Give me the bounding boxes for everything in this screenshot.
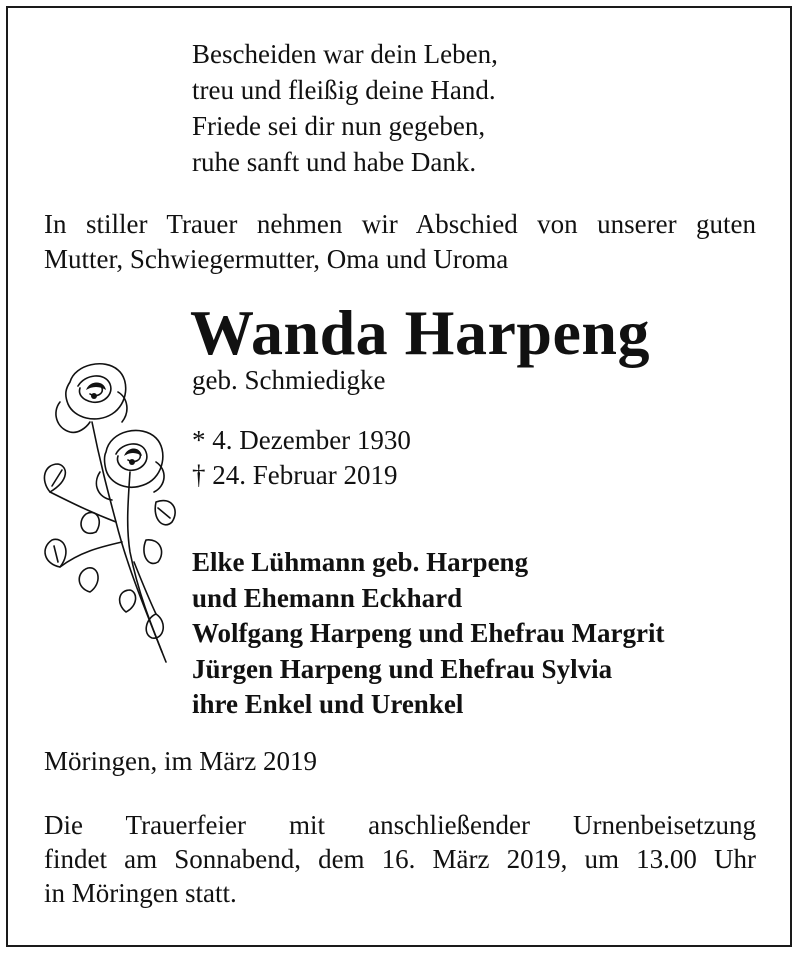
poem-line: Bescheiden war dein Leben, [192,39,498,69]
birth-date: * 4. Dezember 1930 [192,425,411,455]
birth-name: geb. Schmiedigke [192,365,386,395]
mourner-line: und Ehemann Eckhard [192,582,463,613]
funeral-line: findet am Sonnabend, dem 16. März 2019, um 13.00 Uhr [44,844,756,874]
deceased-name: Wanda Harpeng [190,297,650,368]
funeral-info [44,808,756,910]
mourner-line: Jürgen Harpeng und Ehefrau Sylvia [192,653,613,684]
life-dates [192,423,411,493]
place-date: Möringen, im März 2019 [44,746,317,776]
rose-illustration-icon [30,352,190,672]
death-date: † 24. Februar 2019 [192,460,398,490]
mourner-line: Wolfgang Harpeng und Ehefrau Margrit [192,618,665,648]
mourner-line: ihre Enkel und Urenkel [192,689,464,719]
intro-text [44,207,756,277]
intro-line: In stiller Trauer nehmen wir Abschied von unserer guten [44,209,756,239]
funeral-line: in Möringen statt. [44,878,237,908]
poem [192,36,498,180]
poem-line: ruhe sanft und habe Dank. [192,147,477,177]
poem-line: Friede sei dir nun gegeben, [192,111,486,141]
intro-line: Mutter, Schwiegermutter, Oma und Uroma [44,244,509,274]
mourner-line: Elke Lühmann geb. Harpeng [192,547,529,577]
mourners-list [192,545,665,723]
poem-line: treu und fleißig deine Hand. [192,75,496,105]
funeral-line: Die Trauerfeier mit anschließender Urnenbeisetzung [44,810,756,840]
